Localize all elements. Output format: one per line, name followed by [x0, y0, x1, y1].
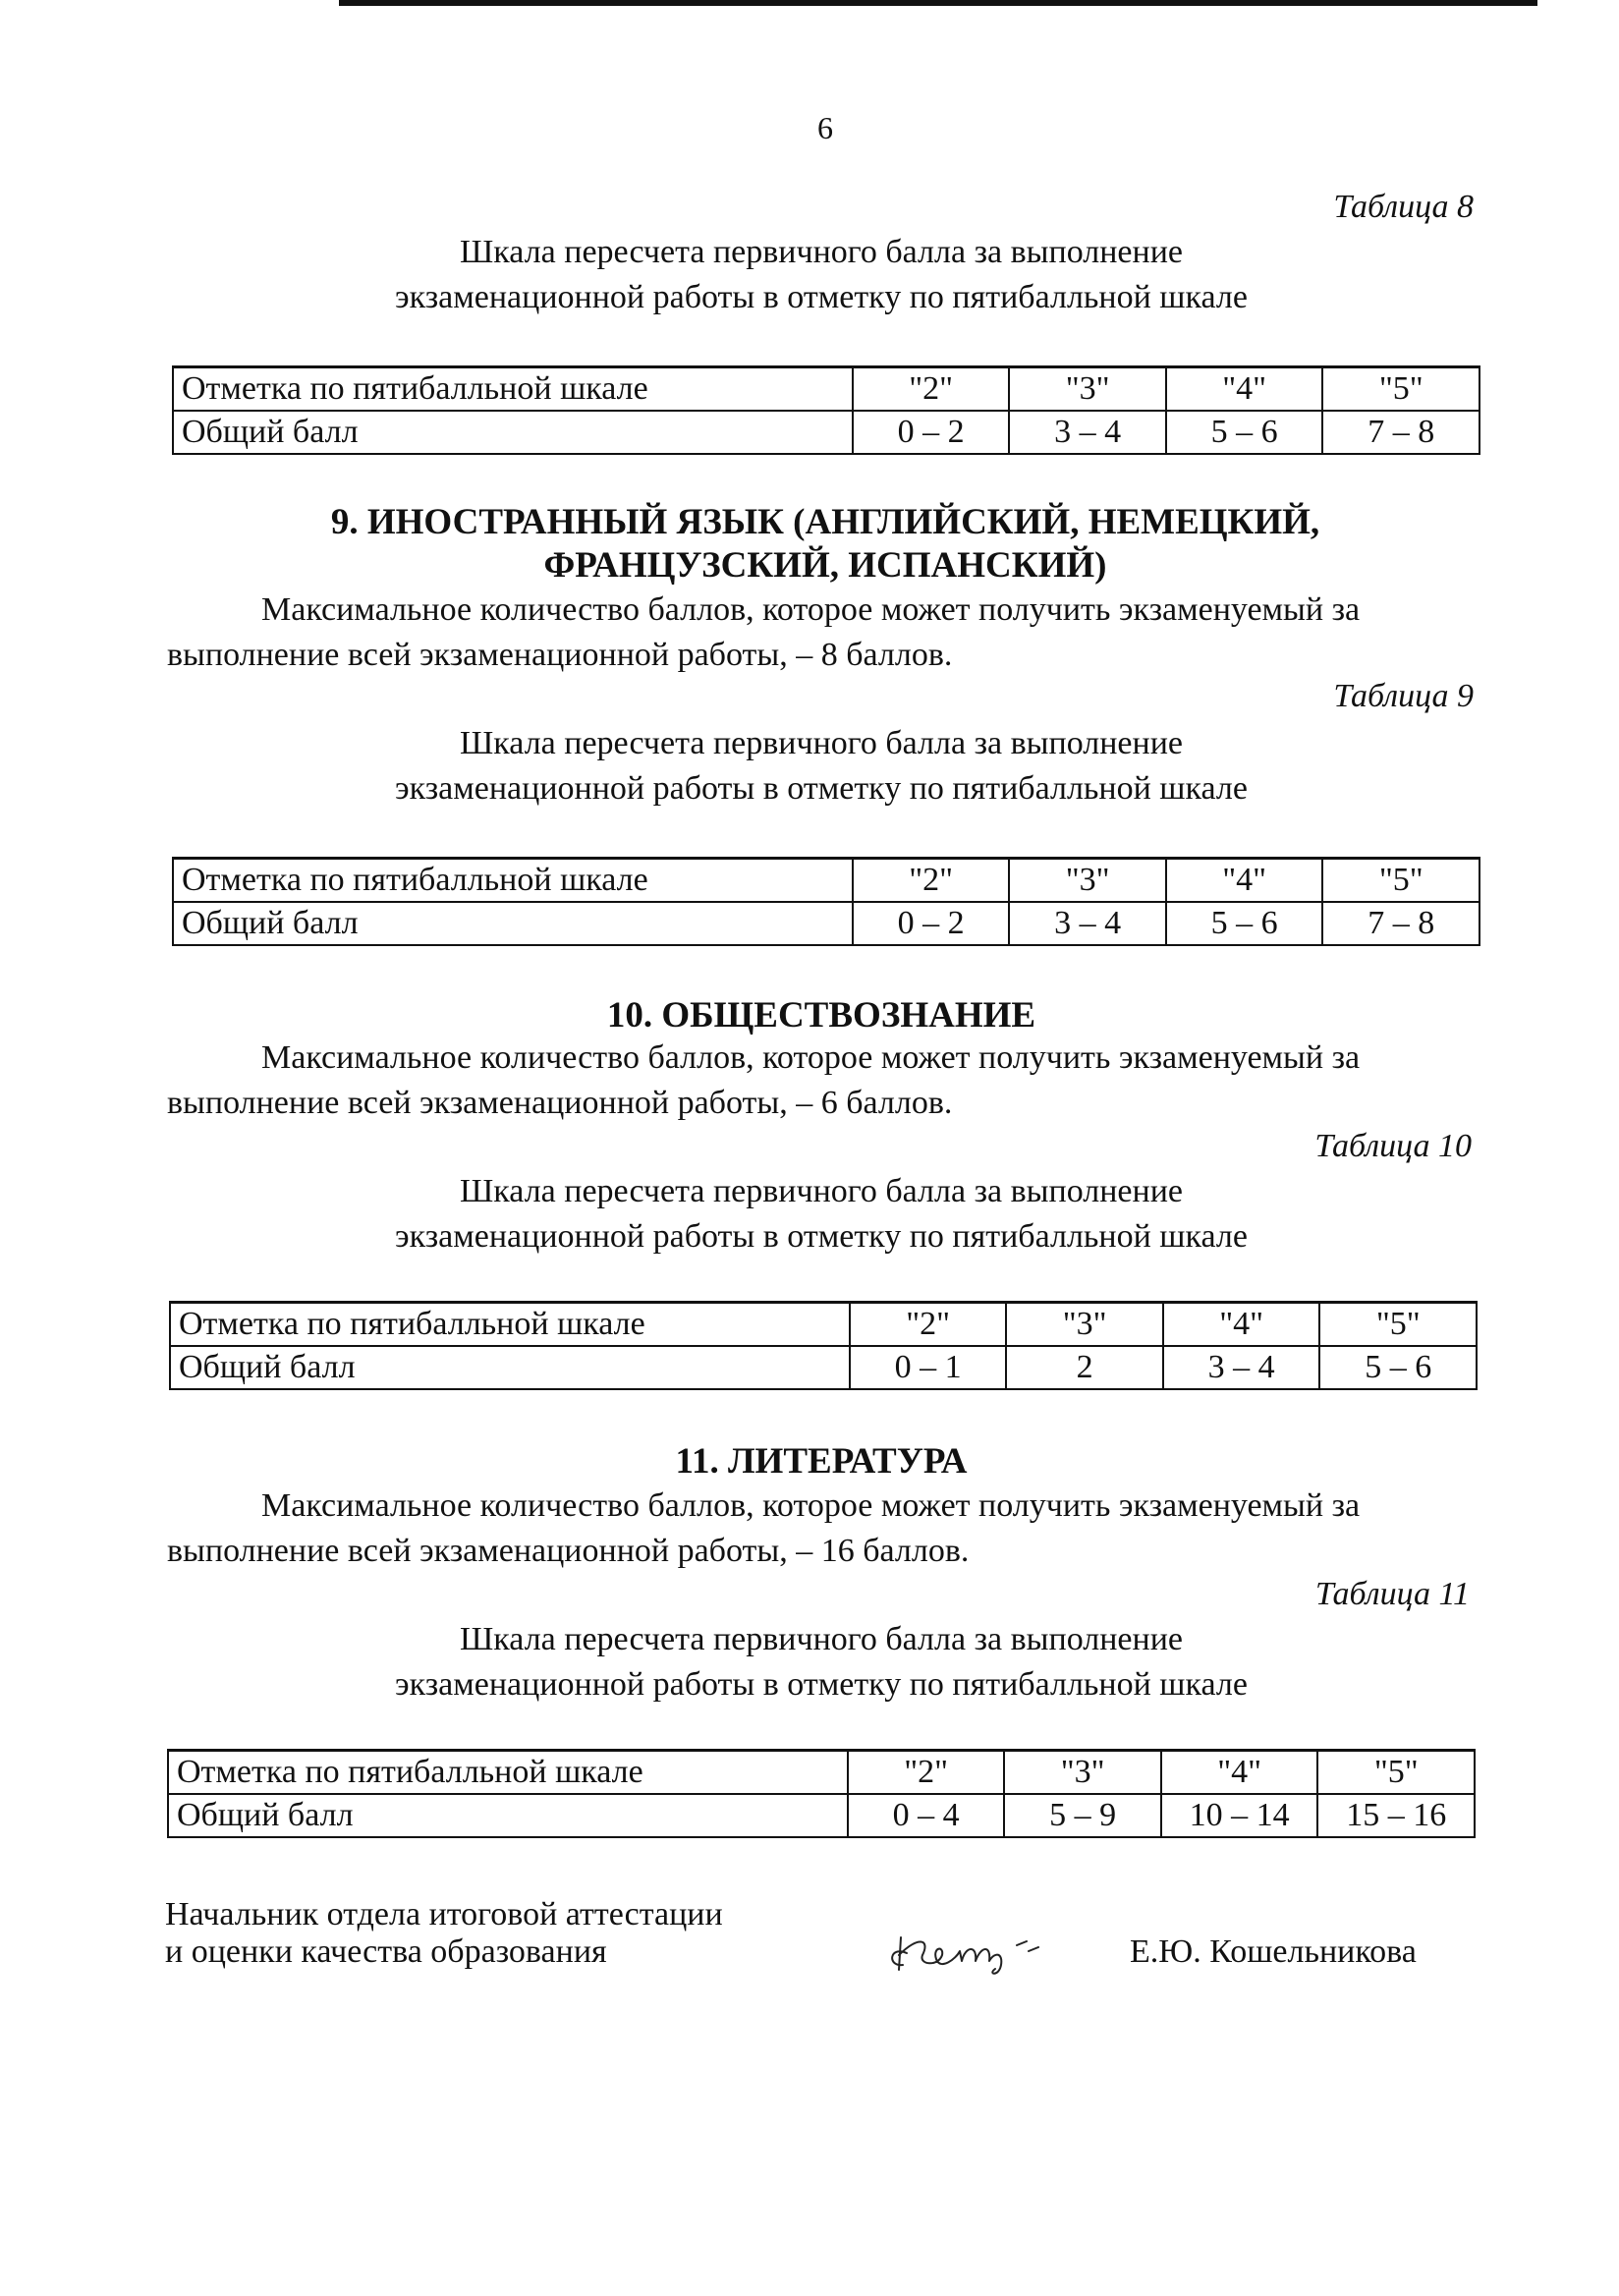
grade-cell: "2": [850, 1303, 1007, 1347]
score-cell: 7 – 8: [1322, 411, 1479, 454]
score-cell: 3 – 4: [1009, 411, 1166, 454]
table-row: [170, 1303, 1477, 1347]
grade-cell: "3": [1006, 1303, 1163, 1347]
grade-cell: "3": [1009, 859, 1166, 903]
score-cell: 5 – 6: [1319, 1346, 1477, 1389]
table-row: [168, 1751, 1475, 1795]
grade-cell: "5": [1317, 1751, 1475, 1795]
signer-name: Е.Ю. Кошельникова: [1130, 1933, 1417, 1970]
row-label: Общий балл: [173, 902, 853, 945]
score-cell: 10 – 14: [1161, 1794, 1318, 1837]
row-label: Отметка по пятибалльной шкале: [173, 859, 853, 903]
grade-cell: "2": [853, 367, 1010, 412]
section-paragraph: Максимальное количество баллов, которое может получить экзаменуемый за выполнение всей экзаменационной работы, – 6 баллов.: [167, 1039, 1361, 1121]
grade-cell: "3": [1009, 367, 1166, 412]
scale-title-line: Шкала пересчета первичного балла за выполнение: [460, 1173, 1183, 1209]
grade-cell: "5": [1322, 367, 1479, 412]
table-row: [173, 411, 1479, 454]
scale-title: [167, 230, 1476, 320]
score-cell: 3 – 4: [1163, 1346, 1320, 1389]
scale-title-line: экзаменационной работы в отметку по пятибалльной шкале: [395, 279, 1248, 315]
grade-cell: "4": [1166, 859, 1323, 903]
grade-cell: "4": [1161, 1751, 1318, 1795]
page-number: 6: [817, 110, 833, 145]
grade-scale-table: [169, 1301, 1478, 1390]
table-caption: Таблица 8: [1333, 189, 1474, 225]
row-label: Отметка по пятибалльной шкале: [168, 1751, 848, 1795]
score-cell: 2: [1006, 1346, 1163, 1389]
table-caption: Таблица 11: [1314, 1576, 1470, 1612]
grade-scale-table: [172, 857, 1480, 946]
row-label: Общий балл: [168, 1794, 848, 1837]
section-paragraph: Максимальное количество баллов, которое может получить экзаменуемый за выполнение всей экзаменационной работы, – 8 баллов.: [167, 591, 1361, 673]
table-row: [170, 1346, 1477, 1389]
row-label: Отметка по пятибалльной шкале: [173, 367, 853, 412]
grade-cell: "2": [848, 1751, 1005, 1795]
table-caption: Таблица 10: [1314, 1128, 1472, 1164]
section-heading: 11. ЛИТЕРАТУРА: [675, 1441, 968, 1482]
scale-title-line: экзаменационной работы в отметку по пятибалльной шкале: [395, 770, 1248, 807]
handwritten-signature: [879, 1916, 1066, 1985]
scale-title: [167, 1617, 1476, 1708]
table-row: [173, 367, 1479, 412]
section-heading: 9. ИНОСТРАННЫЙ ЯЗЫК (АНГЛИЙСКИЙ, НЕМЕЦКИЙ, ФРАНЦУЗСКИЙ, ИСПАНСКИЙ): [330, 502, 1320, 586]
scale-title: [167, 1169, 1476, 1260]
row-label: Общий балл: [173, 411, 853, 454]
score-cell: 5 – 6: [1166, 902, 1323, 945]
section-heading: 10. ОБЩЕСТВОЗНАНИЕ: [606, 995, 1036, 1036]
grade-scale-table: [167, 1749, 1476, 1838]
signoff-line: Начальник отдела итоговой аттестации: [165, 1896, 723, 1932]
table-row: [173, 902, 1479, 945]
score-cell: 15 – 16: [1317, 1794, 1475, 1837]
score-cell: 0 – 2: [853, 411, 1010, 454]
score-cell: 5 – 9: [1004, 1794, 1161, 1837]
row-label: Отметка по пятибалльной шкале: [170, 1303, 850, 1347]
score-cell: 0 – 4: [848, 1794, 1005, 1837]
score-cell: 0 – 2: [853, 902, 1010, 945]
top-rule: [339, 0, 1537, 6]
grade-cell: "3": [1004, 1751, 1161, 1795]
section-paragraph: Максимальное количество баллов, которое может получить экзаменуемый за выполнение всей экзаменационной работы, – 16 баллов.: [167, 1487, 1361, 1569]
table-row: [173, 859, 1479, 903]
grade-scale-table: [172, 365, 1480, 455]
grade-cell: "5": [1319, 1303, 1477, 1347]
grade-cell: "5": [1322, 859, 1479, 903]
scale-title: [167, 721, 1476, 812]
grade-cell: "2": [853, 859, 1010, 903]
score-cell: 7 – 8: [1322, 902, 1479, 945]
grade-cell: "4": [1163, 1303, 1320, 1347]
row-label: Общий балл: [170, 1346, 850, 1389]
signoff-position: [165, 1896, 723, 1971]
grade-cell: "4": [1166, 367, 1323, 412]
table-row: [168, 1794, 1475, 1837]
table-caption: Таблица 9: [1333, 678, 1474, 714]
score-cell: 5 – 6: [1166, 411, 1323, 454]
signoff-line: и оценки качества образования: [165, 1933, 607, 1970]
scale-title-line: экзаменационной работы в отметку по пятибалльной шкале: [395, 1666, 1248, 1703]
scale-title-line: Шкала пересчета первичного балла за выполнение: [460, 1621, 1183, 1657]
score-cell: 0 – 1: [850, 1346, 1007, 1389]
scale-title-line: Шкала пересчета первичного балла за выполнение: [460, 234, 1183, 270]
score-cell: 3 – 4: [1009, 902, 1166, 945]
scale-title-line: Шкала пересчета первичного балла за выполнение: [460, 725, 1183, 761]
scale-title-line: экзаменационной работы в отметку по пятибалльной шкале: [395, 1218, 1248, 1255]
